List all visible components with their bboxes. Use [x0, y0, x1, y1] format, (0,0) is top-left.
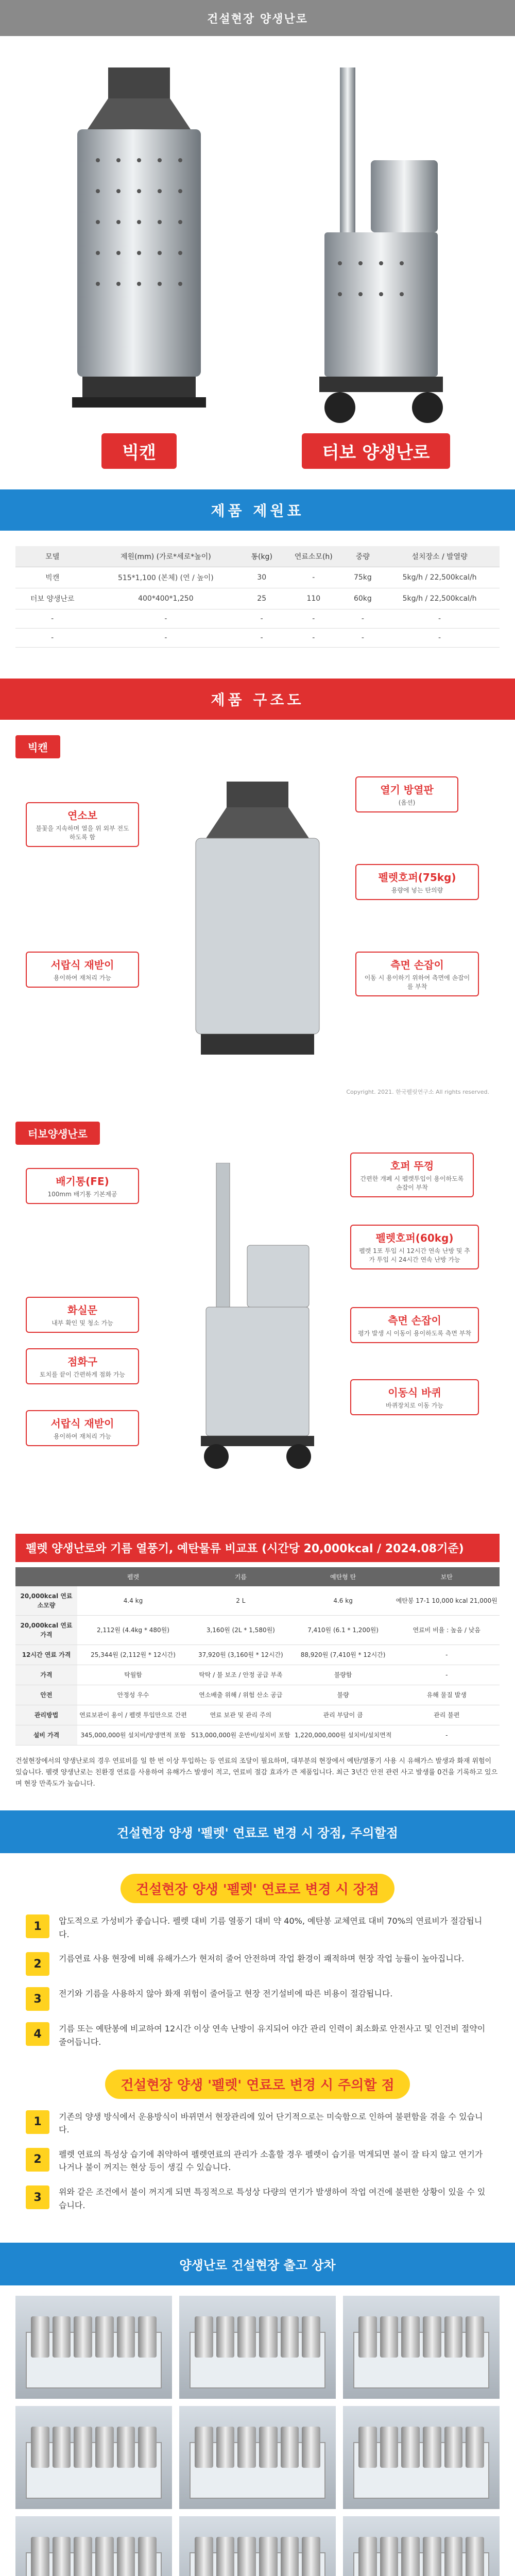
- table-row: [15, 609, 500, 629]
- spec-header: 제원(mm) (가로*세로*높이): [89, 546, 242, 567]
- top-banner-text: 건설현장 양생난로: [207, 12, 308, 26]
- table-row: [15, 1616, 500, 1645]
- bigcan-structure: [15, 735, 500, 1106]
- spec-table: [15, 546, 500, 648]
- list-item: [26, 1952, 489, 1976]
- callout-desc: 불꽃을 지속하며 열을 위 외부 전도하도록 함: [36, 825, 129, 841]
- hero-section: [0, 36, 515, 489]
- turbo-illustration: [294, 67, 458, 428]
- compare-header: 예탄형 탄: [293, 1567, 394, 1586]
- spec-cell: -: [281, 629, 346, 648]
- spec-cell: -: [89, 609, 242, 629]
- bigcan-callout: [355, 776, 458, 812]
- callout-title: 점화구: [67, 1355, 97, 1368]
- callout-desc: 용이하여 재처리 가능: [54, 1433, 111, 1440]
- spec-header: 중량: [346, 546, 380, 567]
- compare-cell: 설비 가격: [15, 1725, 77, 1745]
- cautions-list: [26, 2110, 489, 2212]
- spec-cell: 515*1,100 (본체) (연 / 높이): [89, 567, 242, 588]
- bigcan-callout: [355, 864, 479, 900]
- gallery-photo: [343, 2406, 500, 2509]
- spec-cell: -: [281, 567, 346, 588]
- compare-cell: 4.6 kg: [293, 1586, 394, 1616]
- cautions-head-text: 건설현장 양생 '펠렛' 연료로 변경 시 주의할 점: [105, 2070, 409, 2099]
- compare-cell: 20,000kcal 연료 소모량: [15, 1586, 77, 1616]
- spec-cell: 터보 양생난로: [15, 588, 89, 609]
- callout-title: 펠렛호퍼(75kg): [378, 871, 456, 884]
- bigcan-callout: [26, 802, 139, 847]
- table-row: [15, 1685, 500, 1705]
- compare-cell: 불량: [293, 1685, 394, 1705]
- compare-cell: 탁월함: [77, 1665, 189, 1685]
- turbo-callout: [350, 1307, 479, 1343]
- spec-title: [0, 489, 515, 531]
- table-row: [15, 1705, 500, 1725]
- compare-cell: -: [393, 1645, 500, 1665]
- spec-title-text: 제품 제원표: [211, 502, 304, 519]
- item-text: 기름 또는 예탄봉에 비교하여 12시간 이상 연속 난방이 유지되어 야간 관리 인력이 최소화로 안전사고 및 인건비 절약이 줄어듭니다.: [59, 2024, 486, 2047]
- item-text: 펠렛 연료의 특성상 습기에 취약하여 펠렛연료의 관리가 소홀할 경우 펠렛이 습기를 먹게되면 불이 잘 타지 않고 연기가 나거나 불이 꺼지는 현상 등이 생길 수 있습니다.: [59, 2149, 483, 2173]
- compare-header: [15, 1567, 77, 1586]
- spec-cell: -: [15, 609, 89, 629]
- compare-cell: -: [393, 1665, 500, 1685]
- bigcan-tag: 빅캔: [15, 735, 60, 758]
- compare-cell: 12시간 연료 가격: [15, 1645, 77, 1665]
- change-title: 건설현장 양생 '펠렛' 연료로 변경 시 장점, 주의할점: [0, 1810, 515, 1853]
- item-number: 1: [26, 2110, 49, 2134]
- compare-cell: 유해 물질 발생: [393, 1685, 500, 1705]
- turbo-structure: [15, 1122, 500, 1513]
- compare-cell: 연료 보관 및 관리 주의: [189, 1705, 293, 1725]
- list-item: [26, 1987, 489, 2011]
- item-number: 1: [26, 1914, 49, 1938]
- product-turbo: [268, 67, 484, 469]
- callout-desc: 100mm 배기통 기본제공: [47, 1191, 117, 1198]
- cautions-head: [0, 2070, 515, 2099]
- spec-header: 설치장소 / 발열량: [380, 546, 500, 567]
- structure-title: [0, 679, 515, 720]
- spec-cell: 빅캔: [15, 567, 89, 588]
- callout-desc: 토치를 끝이 간편하게 점화 가능: [40, 1371, 125, 1378]
- spec-cell: 60kg: [346, 588, 380, 609]
- spec-cell: -: [15, 629, 89, 648]
- callout-title: 서랍식 재받이: [50, 1417, 114, 1430]
- turbo-callout: [350, 1153, 474, 1197]
- compare-cell: 345,000,000원 설치비/양생면적 포함: [77, 1725, 189, 1745]
- table-row: [15, 1725, 500, 1745]
- callout-title: 호퍼 뚜껑: [390, 1160, 434, 1172]
- spec-cell: 5kg/h / 22,500kcal/h: [380, 567, 500, 588]
- compare-cell: 37,920원 (3,160원 * 12시간): [189, 1645, 293, 1665]
- compare-cell: 2,112원 (4.4kg * 480원): [77, 1616, 189, 1645]
- callout-title: 이동식 바퀴: [388, 1386, 441, 1399]
- spec-cell: -: [89, 629, 242, 648]
- compare-cell: -: [393, 1725, 500, 1745]
- compare-cell: 예탄봉 17-1 10,000 kcal 21,000원: [393, 1586, 500, 1616]
- gallery-photo: [15, 2406, 172, 2509]
- spec-cell: -: [281, 609, 346, 629]
- compare-header: 기름: [189, 1567, 293, 1586]
- spec-header: 연료소모(h): [281, 546, 346, 567]
- spec-header: 모델: [15, 546, 89, 567]
- compare-cell: 연소배출 위해 / 위험 산소 공급: [189, 1685, 293, 1705]
- bigcan-callout: [26, 952, 139, 988]
- callout-title: 화실문: [67, 1304, 97, 1316]
- gallery-grid: [15, 2296, 500, 2576]
- gallery-photo: [343, 2296, 500, 2399]
- callout-title: 배기통(FE): [56, 1175, 109, 1188]
- item-number: 4: [26, 2022, 49, 2046]
- gallery-title: 양생난로 건설현장 출고 상차: [0, 2243, 515, 2285]
- list-item: [26, 2148, 489, 2174]
- turbo-callout: [26, 1297, 139, 1333]
- callout-title: 펠렛호퍼(60kg): [375, 1232, 454, 1244]
- bigcan-label: 빅캔: [101, 433, 177, 469]
- compare-cell: 관리 부담이 큼: [293, 1705, 394, 1725]
- item-text: 기름연료 사용 현장에 비해 유해가스가 현저히 줄어 안전하며 작업 환경이 쾌적하며 현장 작업 능률이 높아집니다.: [59, 1954, 465, 1964]
- compare-cell: 88,920원 (7,410원 * 12시간): [293, 1645, 394, 1665]
- gallery-photo: [179, 2406, 336, 2509]
- item-text: 위와 같은 조건에서 불이 꺼지게 되면 특징적으로 특성상 다량의 연기가 발생하여 작업 여건에 불편한 상황이 있을 수 있습니다.: [59, 2187, 486, 2210]
- compare-cell: 관리방법: [15, 1705, 77, 1725]
- advantages-head-text: 건설현장 양생 '펠렛' 연료로 변경 시 장점: [121, 1874, 394, 1903]
- callout-desc: 펠렛 1포 투입 시 12시간 연속 난방 및 추가 투입 시 24시간 연속 난방 가능: [359, 1247, 470, 1263]
- compare-cell: 연료비 비율 : 높음 / 낮음: [393, 1616, 500, 1645]
- table-row: [15, 1586, 500, 1616]
- callout-title: 연소보: [67, 809, 97, 822]
- spec-cell: -: [380, 629, 500, 648]
- turbo-callout: [350, 1225, 479, 1269]
- compare-cell: 20,000kcal 연료 가격: [15, 1616, 77, 1645]
- callout-desc: 간편한 개폐 시 펠렛투입이 용이하도록 손잡이 부착: [360, 1175, 464, 1191]
- spec-cell: 25: [242, 588, 281, 609]
- bigcan-illustration: [57, 67, 221, 428]
- callout-title: 측면 손잡이: [388, 1314, 441, 1327]
- compare-table: [15, 1567, 500, 1745]
- list-item: [26, 2110, 489, 2137]
- compare-cell: 4.4 kg: [77, 1586, 189, 1616]
- spec-cell: 400*400*1,250: [89, 588, 242, 609]
- compare-header: 보탄: [393, 1567, 500, 1586]
- table-row: [15, 1645, 500, 1665]
- table-row: [15, 567, 500, 588]
- callout-desc: 바퀴장치로 이동 가능: [386, 1402, 443, 1409]
- compare-cell: 관리 불편: [393, 1705, 500, 1725]
- compare-header: 펠렛: [77, 1567, 189, 1586]
- spec-cell: 30: [242, 567, 281, 588]
- top-banner: [0, 0, 515, 36]
- spec-cell: -: [242, 609, 281, 629]
- advantages-list: [26, 1914, 489, 2048]
- copyright: Copyright. 2021. 한국펠릿연구소 All rights reserved.: [346, 1089, 489, 1095]
- gallery-photo: [179, 2516, 336, 2576]
- spec-cell: -: [346, 629, 380, 648]
- turbo-callout: [350, 1379, 479, 1415]
- bigcan-diagram: [180, 782, 335, 1070]
- compare-cell: 가격: [15, 1665, 77, 1685]
- spec-cell: -: [380, 609, 500, 629]
- spec-header: 통(kg): [242, 546, 281, 567]
- compare-cell: 3,160원 (2L * 1,580원): [189, 1616, 293, 1645]
- callout-desc: 용이하여 재처리 가능: [54, 974, 111, 981]
- compare-title: 펠렛 양생난로와 기름 열풍기, 예탄물류 비교표 (시간당 20,000kcal / 2024.08기준): [15, 1534, 500, 1562]
- item-number: 2: [26, 2148, 49, 2172]
- item-number: 3: [26, 2185, 49, 2209]
- turbo-label: 터보 양생난로: [302, 433, 451, 469]
- callout-desc: 내부 확인 및 청소 가능: [52, 1319, 113, 1327]
- spec-cell: -: [346, 609, 380, 629]
- table-row: [15, 1665, 500, 1685]
- compare-cell: 탁탁 / 불 보조 / 안정 공급 부족: [189, 1665, 293, 1685]
- list-item: [26, 2022, 489, 2048]
- callout-desc: 평가 발생 시 이동이 용이하도록 측면 부착: [358, 1330, 471, 1337]
- gallery-photo: [343, 2516, 500, 2576]
- structure-title-text: 제품 구조도: [211, 691, 304, 708]
- bigcan-callout: [355, 952, 479, 996]
- item-number: 3: [26, 1987, 49, 2011]
- advantages-head: [0, 1874, 515, 1903]
- spec-cell: 75kg: [346, 567, 380, 588]
- gallery-photo: [15, 2296, 172, 2399]
- callout-desc: 이동 시 용이하기 위하여 측면에 손잡이를 부착: [364, 974, 470, 990]
- compare-cell: 1,220,000,000원 설치비/설치면적: [293, 1725, 394, 1745]
- callout-title: 열기 방열판: [380, 784, 434, 796]
- spec-cell: 5kg/h / 22,500kcal/h: [380, 588, 500, 609]
- table-row: [15, 588, 500, 609]
- turbo-tag: 터보양생난로: [15, 1122, 100, 1145]
- callout-title: 서랍식 재받이: [50, 959, 114, 971]
- product-bigcan: [31, 67, 247, 469]
- turbo-callout: [26, 1348, 139, 1384]
- compare-cell: 불량함: [293, 1665, 394, 1685]
- compare-note: 건설현장에서의 양생난로의 경우 연료비를 일 한 번 이상 투입하는 등 연료의 조달이 필요하며, 대부분의 현장에서 예탄/열풍기 사용 시 유해가스 발생과 화재 위험이 있습니다. 펠렛 양생난로는 친환경 연료를 사용하여 유해가스 발생이 적고, 연료비 절감 효과가 큰 제품입니다. 최근 3년간 안전 관련 사고 발생률 0건을 기록하고 있으며 현장 만족도가 높습니다.: [15, 1757, 498, 1788]
- compare-cell: 7,410원 (6.1 * 1,200원): [293, 1616, 394, 1645]
- compare-cell: 513,000,000원 운반비/설치비 포함: [189, 1725, 293, 1745]
- turbo-callout: [26, 1168, 139, 1204]
- compare-cell: 안정성 우수: [77, 1685, 189, 1705]
- callout-title: 측면 손잡이: [390, 959, 444, 971]
- turbo-diagram: [191, 1163, 324, 1472]
- callout-desc: (옵션): [398, 799, 416, 806]
- compare-cell: 2 L: [189, 1586, 293, 1616]
- callout-desc: 용량에 넣는 탄의량: [391, 887, 443, 894]
- list-item: [26, 2185, 489, 2212]
- item-text: 전기와 기름을 사용하지 않아 화재 위험이 줄어들고 현장 전기설비에 따른 비용이 절감됩니다.: [59, 1989, 393, 1999]
- gallery-photo: [15, 2516, 172, 2576]
- turbo-callout: [26, 1410, 139, 1446]
- table-row: [15, 629, 500, 648]
- compare-cell: 25,344원 (2,112원 * 12시간): [77, 1645, 189, 1665]
- spec-cell: 110: [281, 588, 346, 609]
- compare-cell: 연료보관이 용이 / 펠렛 투입만으로 간편: [77, 1705, 189, 1725]
- item-text: 압도적으로 가성비가 좋습니다. 펠렛 대비 기름 열풍기 대비 약 40%, 예탄봉 교체연료 대비 70%의 연료비가 절감됩니다.: [59, 1916, 483, 1939]
- compare-cell: 안전: [15, 1685, 77, 1705]
- spec-cell: -: [242, 629, 281, 648]
- gallery-photo: [179, 2296, 336, 2399]
- item-number: 2: [26, 1952, 49, 1976]
- list-item: [26, 1914, 489, 1941]
- item-text: 기존의 양생 방식에서 운용방식이 바뀌면서 현장관리에 있어 단기적으로는 미숙함으로 인하여 불편함을 겪을 수 있습니다.: [59, 2111, 483, 2135]
